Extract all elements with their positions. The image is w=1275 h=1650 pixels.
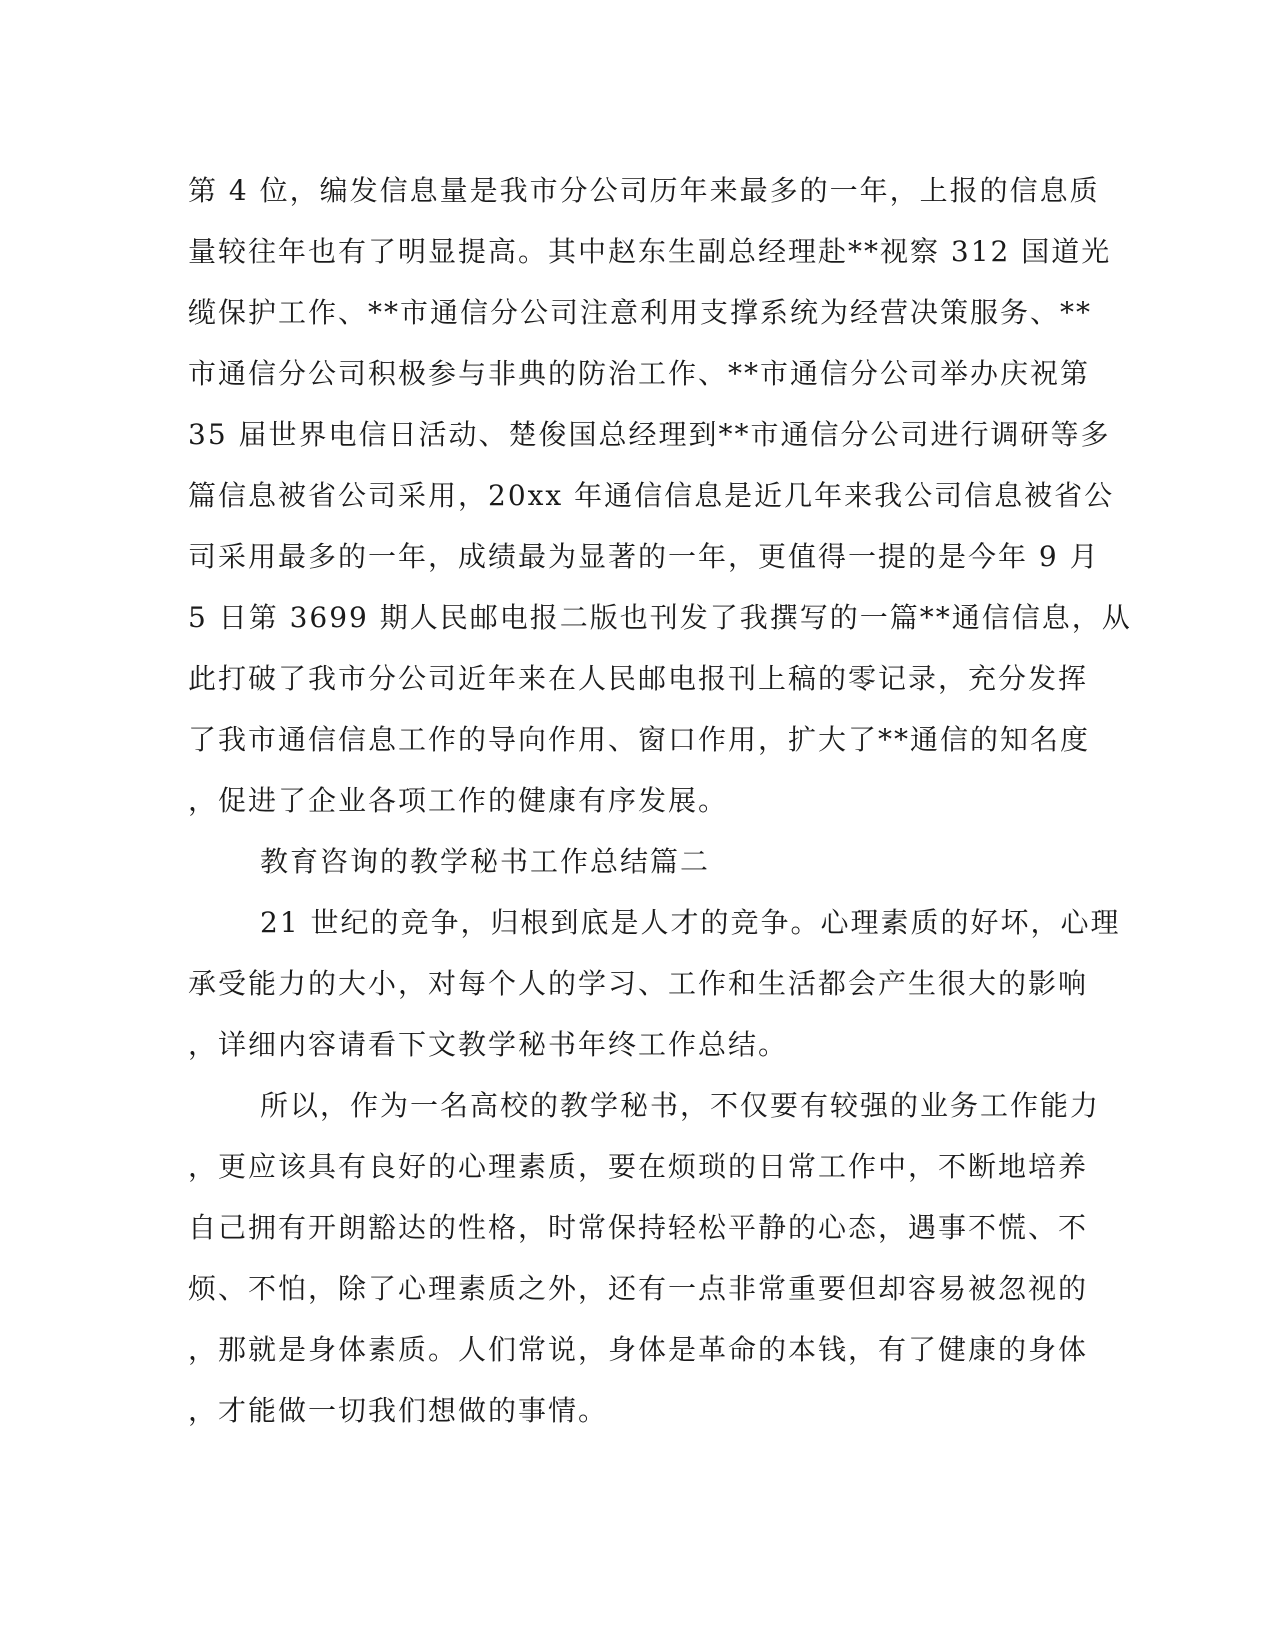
text-line: 缆保护工作、**市通信分公司注意利用支撑系统为经营决策服务、** (188, 296, 1093, 329)
text-line: 自己拥有开朗豁达的性格，时常保持轻松平静的心态，遇事不慌、不 (188, 1211, 1089, 1244)
text-line: ，详细内容请看下文教学秘书年终工作总结。 (188, 1028, 789, 1061)
text-line: 所以，作为一名高校的教学秘书，不仅要有较强的业务工作能力 (260, 1089, 1101, 1122)
text-line: 篇信息被省公司采用，20xx 年通信信息是近几年来我公司信息被省公 (188, 479, 1115, 512)
text-line: 了我市通信信息工作的导向作用、窗口作用，扩大了**通信的知名度 (188, 723, 1091, 756)
text-line: 35 届世界电信日活动、楚俊国总经理到**市通信分公司进行调研等多 (188, 418, 1111, 451)
text-line: ，更应该具有良好的心理素质，要在烦琐的日常工作中，不断地培养 (188, 1150, 1089, 1183)
text-line: ，那就是身体素质。人们常说，身体是革命的本钱，有了健康的身体 (188, 1333, 1089, 1366)
document-body (188, 160, 1132, 1441)
text-line: 司采用最多的一年，成绩最为显著的一年，更值得一提的是今年 9 月 (188, 540, 1100, 573)
text-line: 第 4 位，编发信息量是我市分公司历年来最多的一年，上报的信息质 (188, 174, 1100, 207)
text-line: 市通信分公司积极参与非典的防治工作、**市通信分公司举办庆祝第 (188, 357, 1091, 390)
text-line: ，促进了企业各项工作的健康有序发展。 (188, 784, 729, 817)
paragraph-1 (188, 160, 1132, 831)
text-line: 此打破了我市分公司近年来在人民邮电报刊上稿的零记录，充分发挥 (188, 662, 1089, 695)
section-heading: 教育咨询的教学秘书工作总结篇二 (260, 845, 711, 878)
text-line: 量较往年也有了明显提高。其中赵东生副总经理赴**视察 312 国道光 (188, 235, 1112, 268)
text-line: 承受能力的大小，对每个人的学习、工作和生活都会产生很大的影响 (188, 967, 1089, 1000)
text-line: ，才能做一切我们想做的事情。 (188, 1394, 609, 1427)
text-line: 21 世纪的竞争，归根到底是人才的竞争。心理素质的好坏，心理 (260, 906, 1121, 939)
paragraph-3 (188, 1075, 1101, 1441)
text-line: 5 日第 3699 期人民邮电报二版也刊发了我撰写的一篇**通信信息，从 (188, 601, 1132, 634)
text-line: 烦、不怕，除了心理素质之外，还有一点非常重要但却容易被忽视的 (188, 1272, 1089, 1305)
paragraph-2 (188, 892, 1121, 1075)
